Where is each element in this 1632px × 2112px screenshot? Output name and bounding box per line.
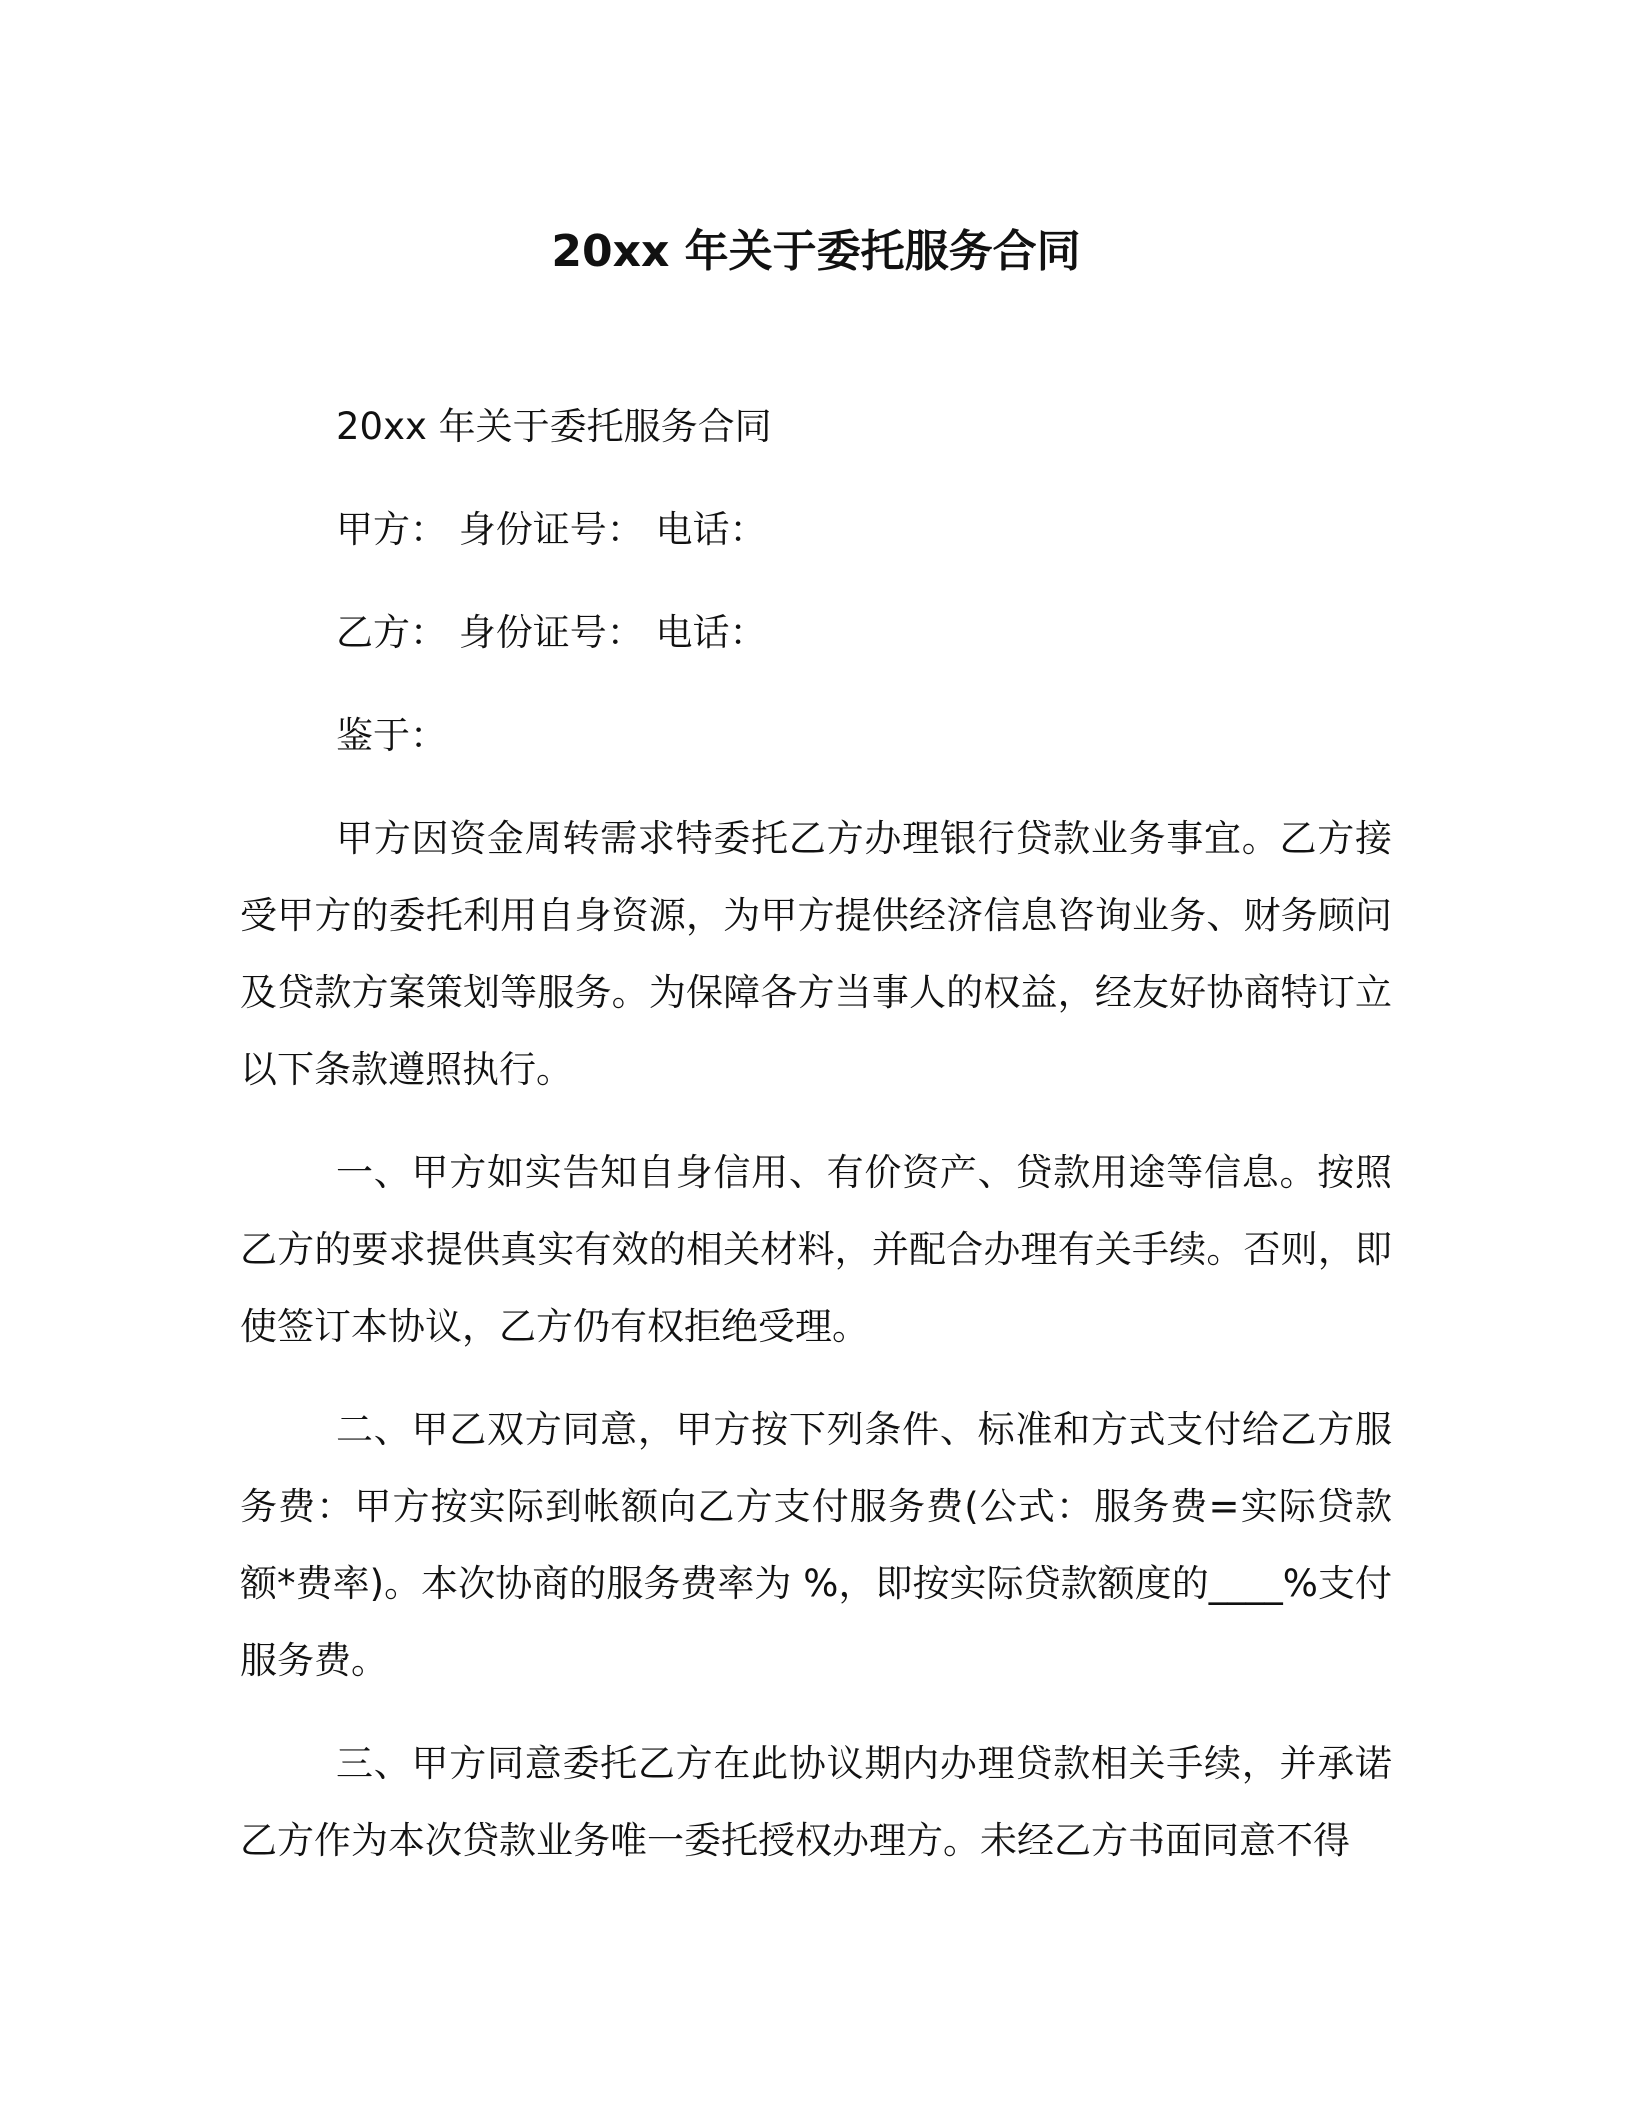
document-body xyxy=(240,388,1392,1879)
whereas-label: 鉴于： xyxy=(336,714,447,757)
preamble-paragraph: 甲方因资金周转需求特委托乙方办理银行贷款业务事宜。乙方接受甲方的委托利用自身资源，为甲方提供经济信息咨询业务、财务顾问及贷款方案策划等服务。为保障各方当事人的权益，经友好协商特订立以下条款遵照执行。 xyxy=(240,817,1392,1091)
clause-1-paragraph: 一、甲方如实告知自身信用、有价资产、贷款用途等信息。按照乙方的要求提供真实有效的相关材料，并配合办理有关手续。否则，即使签订本协议，乙方仍有权拒绝受理。 xyxy=(240,1151,1392,1348)
clause-3-paragraph: 三、甲方同意委托乙方在此协议期内办理贷款相关手续，并承诺乙方作为本次贷款业务唯一委托授权办理方。未经乙方书面同意不得 xyxy=(240,1742,1392,1862)
clause-2-paragraph: 二、甲乙双方同意，甲方按下列条件、标准和方式支付给乙方服务费：甲方按实际到帐额向乙方支付服务费(公式：服务费=实际贷款额*费率)。本次协商的服务费率为 %，即按实际贷款额度的____%支付服务费。 xyxy=(240,1408,1392,1682)
party-a-info: 甲方： 身份证号： 电话： xyxy=(336,508,767,551)
contract-subtitle: 20xx 年关于委托服务合同 xyxy=(336,405,772,448)
document-title: 20xx 年关于委托服务合同 xyxy=(551,226,1081,277)
party-b-info: 乙方： 身份证号： 电话： xyxy=(336,611,767,654)
